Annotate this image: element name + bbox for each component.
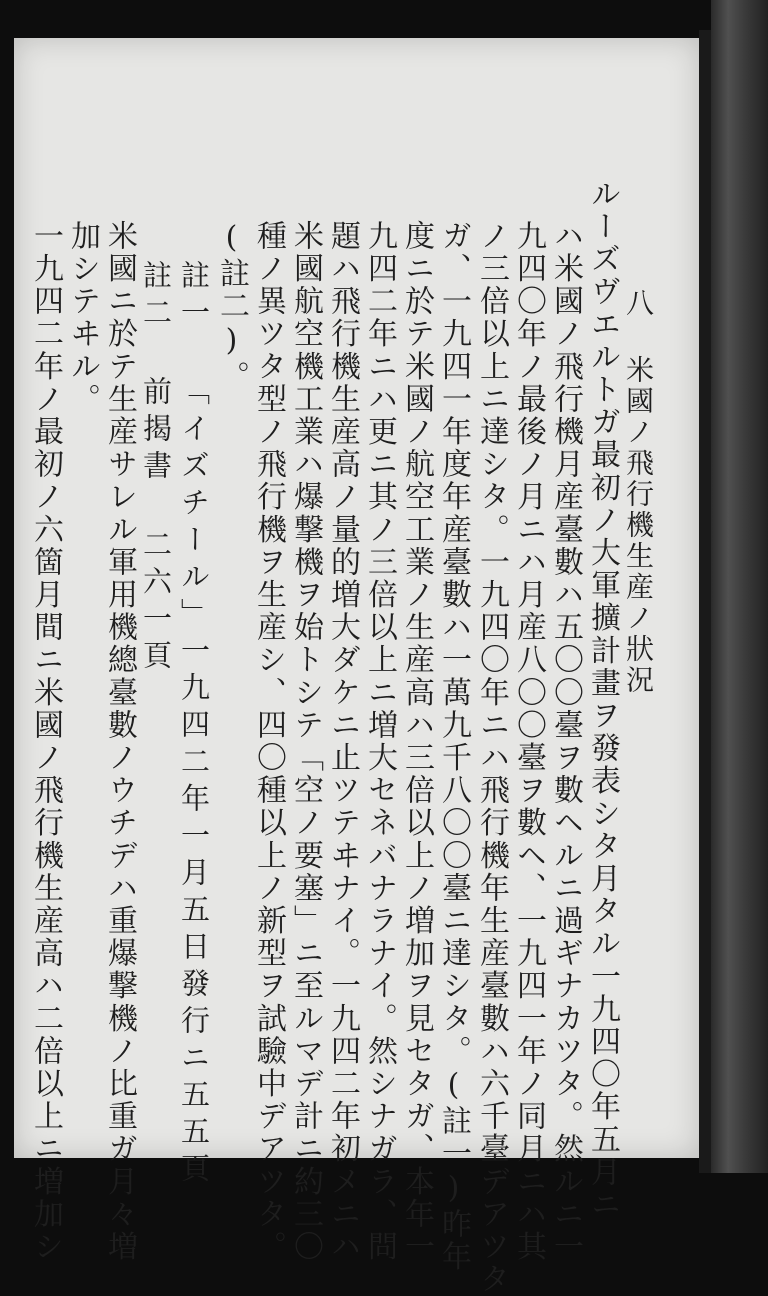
text-line: (註二)。 — [214, 220, 249, 393]
text-line: ルーズヴエルトガ最初ノ大軍擴計畫ヲ發表シタ月タル一九四〇年五月ニ — [585, 178, 620, 1222]
text-line: 度ニ於テ米國ノ航空工業ノ生産高ハ三倍以上ノ増加ヲ見セタガ、本年一 — [399, 220, 434, 1264]
section-heading: 八 米國ノ飛行機生産ノ狀況 — [622, 288, 655, 696]
text-line: ガ、一九四一年度年産臺數ハ一萬九千八〇〇臺ニ達シタ。(註一)昨年 — [436, 220, 471, 1274]
footnote-2: 註二 前揭書 二六一頁 — [139, 260, 173, 677]
page-spine — [699, 30, 711, 1173]
text-line: 題ハ飛行機生産高ノ量的増大ダケニ止ツテヰナイ。一九四二年初メニハ — [325, 220, 360, 1264]
text-line: 種ノ異ツタ型ノ飛行機ヲ生産シ、四〇種以上ノ新型ヲ試驗中デアツタ。 — [251, 220, 286, 1264]
text-line: ハ米國ノ飛行機月産臺數ハ五〇〇臺ヲ數ヘルニ過ギナカツタ。然ルニ一 — [548, 220, 583, 1264]
continuation-text — [14, 38, 164, 1158]
text-line: 加シテヰル。 — [65, 220, 100, 416]
text-line: 米國ニ於テ生産サレル軍用機總臺數ノウチデハ重爆撃機ノ比重ガ月々増 — [102, 220, 137, 1264]
text-line: 九四〇年ノ最後ノ月ニハ月産八〇〇臺ヲ數ヘ、一九四一年ノ同月ニハ其 — [511, 220, 546, 1264]
text-line: 米國航空機工業ハ爆撃機ヲ始トシテ「空ノ要塞」ニ至ルマデ計ニ約三〇 — [288, 220, 323, 1264]
text-line: 一九四二年ノ最初ノ六箇月間ニ米國ノ飛行機生産高ハ二倍以上ニ増加シ — [28, 220, 63, 1264]
footnote-1: 註一 「イズチール」一九四二年一月五日發行ニ五五頁 — [177, 260, 211, 1190]
book-edge — [711, 0, 768, 1173]
text-line: 九四二年ニハ更ニ其ノ三倍以上ニ増大セネバナラナイ。然シナガラ、問 — [362, 220, 397, 1264]
text-line: ノ三倍以上ニ達シタ。一九四〇年ニハ飛行機年生産臺數ハ六千臺デアツタ — [474, 220, 509, 1296]
